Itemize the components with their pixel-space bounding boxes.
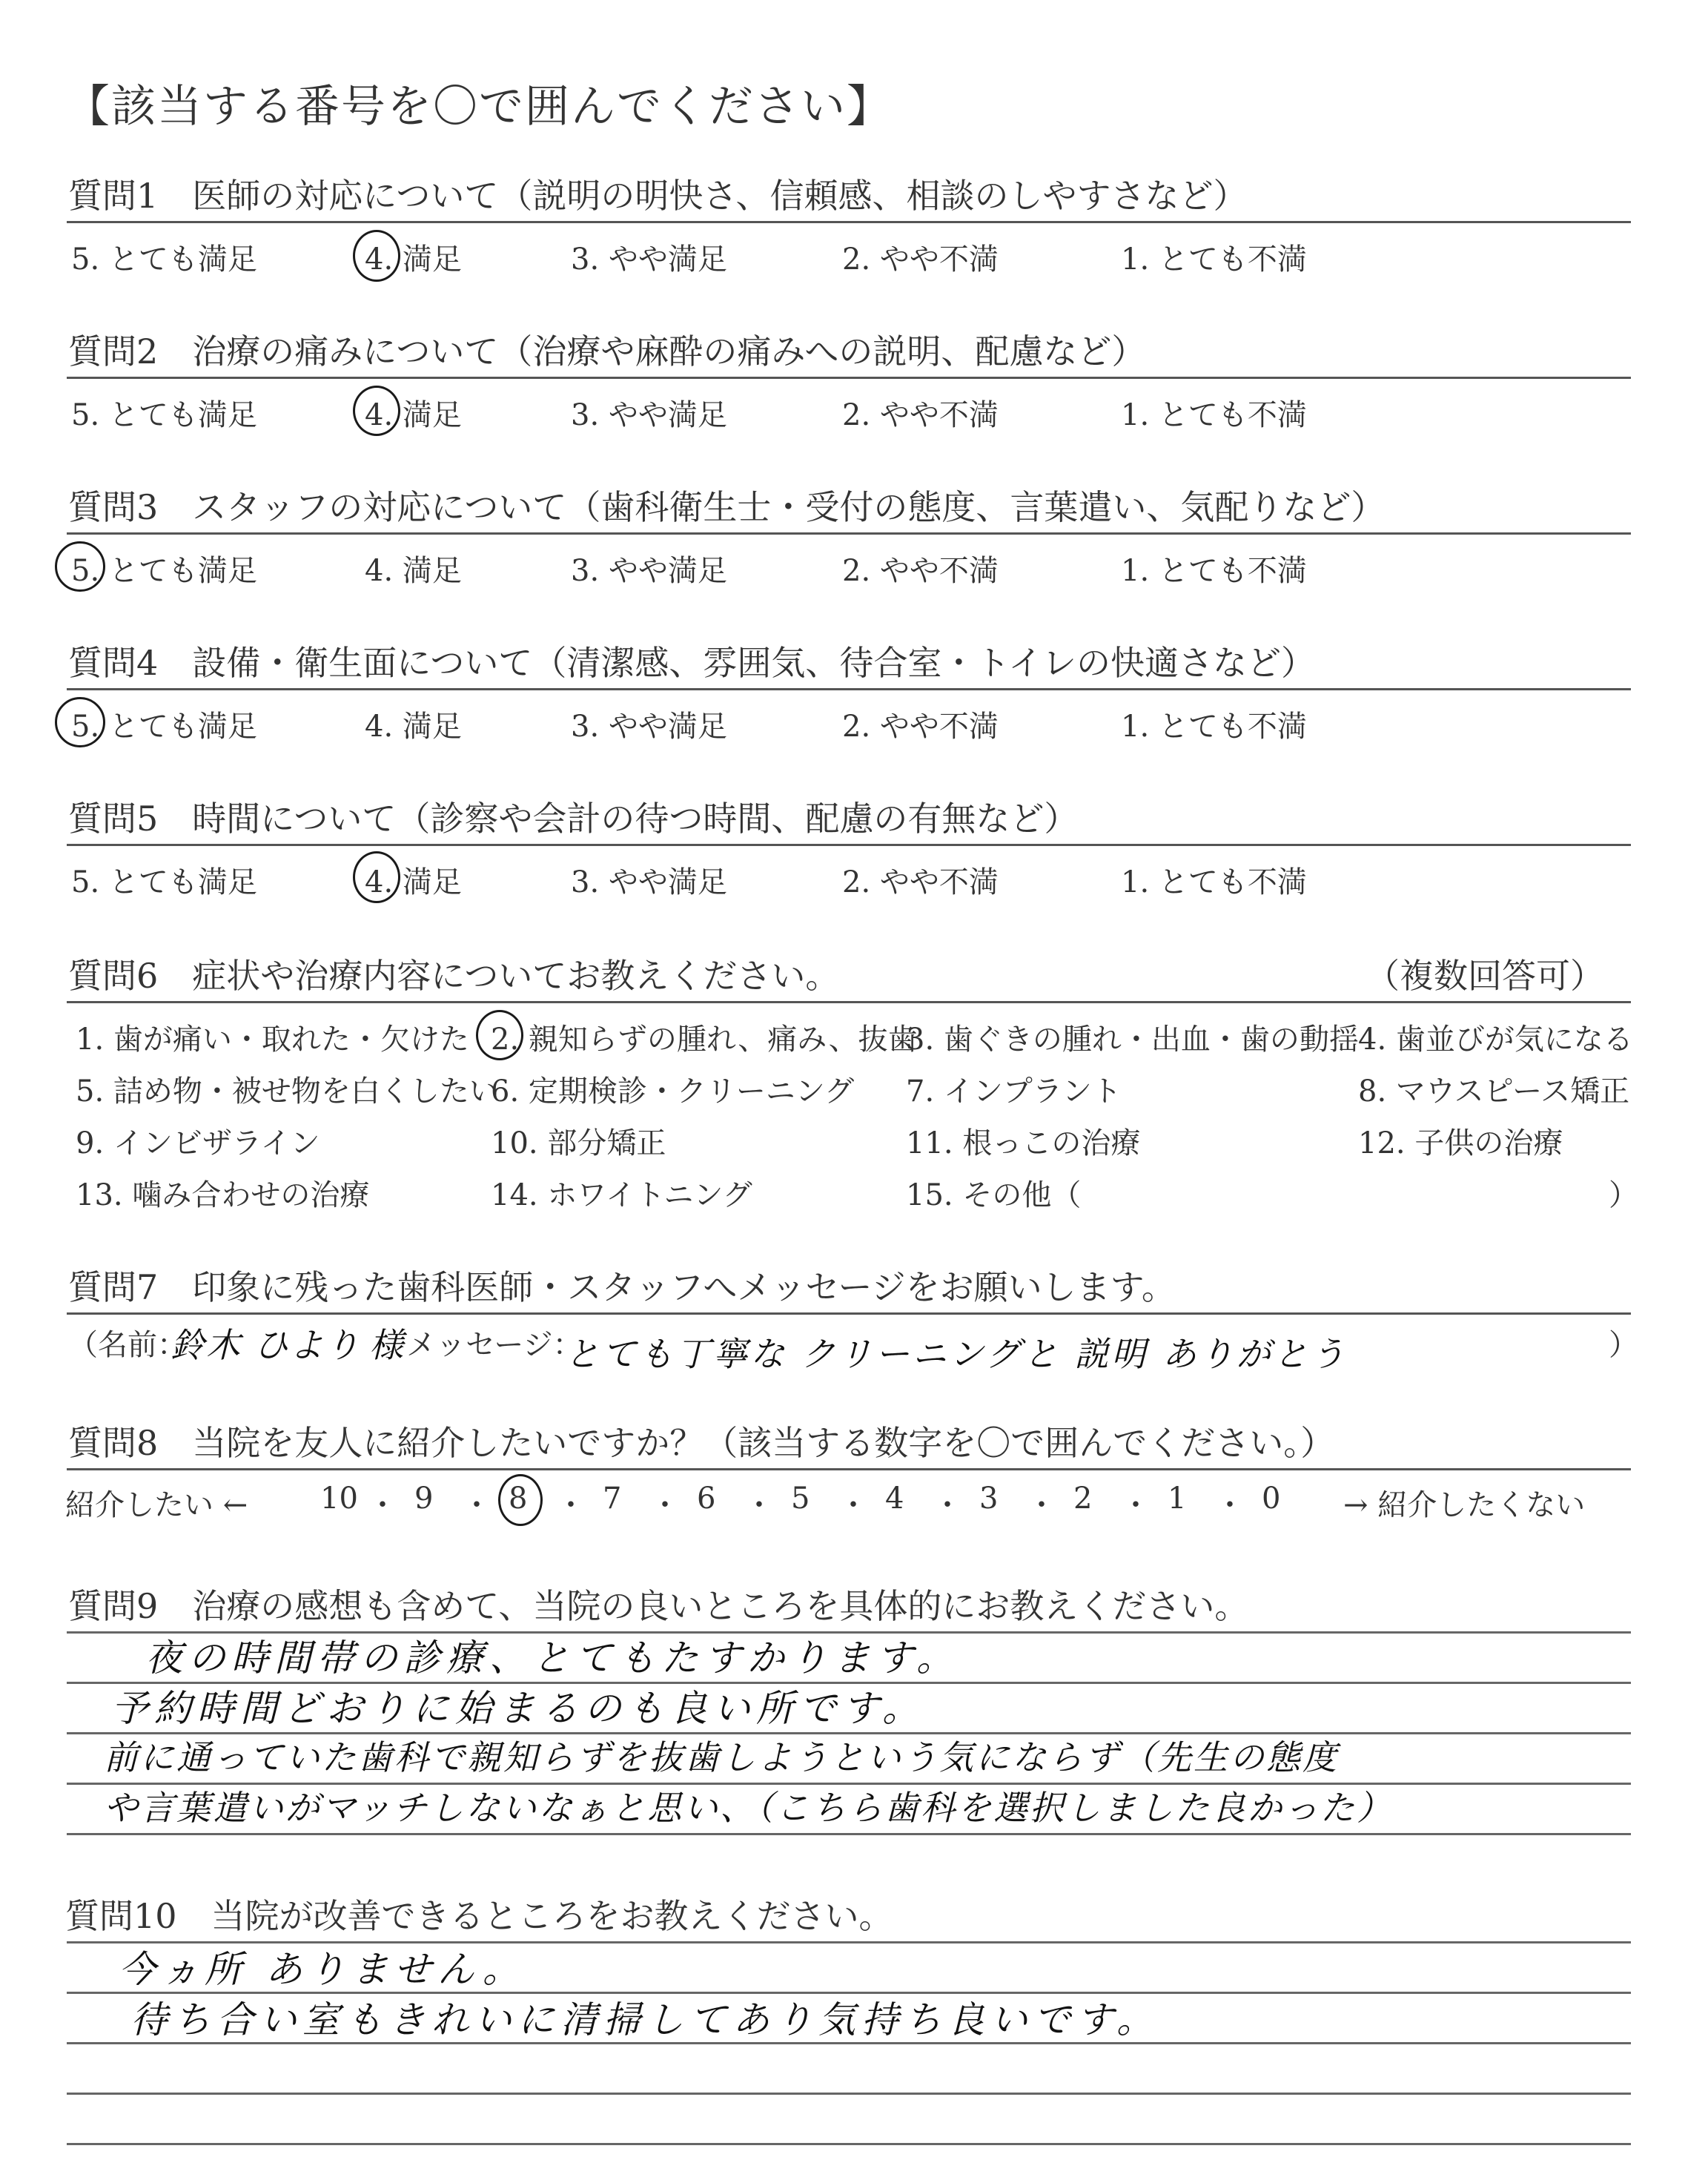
- scale-option-4[interactable]: 4: [885, 1482, 904, 1516]
- question-3-title: 質問3 スタッフの対応について（歯科衛生士・受付の態度、言葉遣い、気配りなど）: [68, 487, 1386, 527]
- q9-answer-line-4[interactable]: や言葉遣いがマッチしないなぁと思い、（こちら歯科を選択しました良かった）: [104, 1788, 1394, 1828]
- q1-option-3[interactable]: 3. やや満足: [571, 242, 727, 277]
- q2-option-5[interactable]: 5. とても満足: [71, 398, 257, 432]
- scale-option-0[interactable]: 0: [1262, 1482, 1281, 1516]
- scale-separator: ・: [933, 1488, 962, 1522]
- q6-item-15[interactable]: 15. その他（: [906, 1178, 1082, 1212]
- scale-option-10[interactable]: 10: [320, 1482, 358, 1516]
- selection-circle: [353, 851, 400, 903]
- q4-option-1[interactable]: 1. とても不満: [1121, 710, 1307, 744]
- q9-answer-line-2[interactable]: 予約時間どおりに始まるのも良い所です。: [111, 1687, 925, 1730]
- question-1-title: 質問1 医師の対応について（説明の明快さ、信頼感、相談のしやすさなど）: [68, 176, 1248, 216]
- question-10-title: 質問10 当院が改善できるところをお教えください。: [65, 1896, 893, 1936]
- q6-item-1[interactable]: 1. 歯が痛い・取れた・欠けた: [76, 1023, 469, 1057]
- divider: [67, 1001, 1631, 1003]
- answer-line: [67, 2093, 1631, 2095]
- q2-option-4[interactable]: 4. 満足: [365, 398, 462, 432]
- q10-answer-line-1[interactable]: 今ヵ所 ありません。: [119, 1948, 526, 1991]
- divider: [67, 1468, 1631, 1470]
- q1-option-1[interactable]: 1. とても不満: [1121, 242, 1307, 277]
- q6-item-2[interactable]: 2. 親知らずの腫れ、痛み、抜歯: [491, 1023, 918, 1057]
- scale-separator: ・: [462, 1488, 491, 1522]
- question-4-title: 質問4 設備・衛生面について（清潔感、雰囲気、待合室・トイレの快適さなど）: [68, 643, 1316, 683]
- q4-option-2[interactable]: 2. やや不満: [842, 710, 999, 744]
- q6-item-11[interactable]: 11. 根っこの治療: [906, 1126, 1141, 1160]
- q3-option-3[interactable]: 3. やや満足: [571, 554, 727, 588]
- q6-item-3[interactable]: 3. 歯ぐきの腫れ・出血・歯の動揺: [906, 1023, 1359, 1057]
- q6-item-5[interactable]: 5. 詰め物・被せ物を白くしたい: [76, 1074, 499, 1109]
- question-8-title: 質問8 当院を友人に紹介したいですか？（該当する数字を〇で囲んでください。）: [68, 1423, 1335, 1463]
- scale-separator: ・: [650, 1488, 680, 1522]
- scale-option-5[interactable]: 5: [791, 1482, 810, 1516]
- q10-answer-line-2[interactable]: 待ち合い室もきれいに清掃してあり気持ち良いです。: [130, 1998, 1159, 2041]
- scale-separator: ・: [368, 1488, 397, 1522]
- message-label: メッセージ：: [406, 1328, 583, 1362]
- q4-option-4[interactable]: 4. 満足: [365, 710, 462, 744]
- scale-option-9[interactable]: 9: [414, 1482, 434, 1516]
- name-suffix: 様: [369, 1325, 409, 1365]
- answer-line: [67, 2143, 1631, 2145]
- name-label: （名前：: [68, 1328, 187, 1362]
- q6-item-13[interactable]: 13. 噛み合わせの治療: [76, 1178, 370, 1212]
- q6-item-15-close: ）: [1609, 1178, 1638, 1212]
- divider: [67, 221, 1631, 223]
- scale-separator: ・: [556, 1488, 586, 1522]
- divider: [67, 844, 1631, 846]
- scale-option-8[interactable]: 8: [509, 1482, 528, 1516]
- scale-separator: ・: [1121, 1488, 1151, 1522]
- q3-option-2[interactable]: 2. やや不満: [842, 554, 999, 588]
- recommend-left-label: 紹介したい ←: [65, 1488, 248, 1522]
- q3-option-1[interactable]: 1. とても不満: [1121, 554, 1307, 588]
- q2-option-2[interactable]: 2. やや不満: [842, 398, 999, 432]
- q6-item-14[interactable]: 14. ホワイトニング: [491, 1178, 752, 1212]
- q6-item-7[interactable]: 7. インプラント: [906, 1074, 1122, 1109]
- answer-line: [67, 1833, 1631, 1835]
- scale-option-1[interactable]: 1: [1168, 1482, 1187, 1516]
- q5-option-5[interactable]: 5. とても満足: [71, 865, 257, 899]
- recommend-right-label: → 紹介したくない: [1343, 1488, 1586, 1522]
- q5-option-1[interactable]: 1. とても不満: [1121, 865, 1307, 899]
- q1-option-4[interactable]: 4. 満足: [365, 242, 462, 277]
- q1-option-2[interactable]: 2. やや不満: [842, 242, 999, 277]
- divider: [67, 377, 1631, 379]
- q9-answer-line-1[interactable]: 夜の時間帯の診療、とてもたすかります。: [145, 1636, 959, 1680]
- scale-option-7[interactable]: 7: [603, 1482, 622, 1516]
- q5-option-2[interactable]: 2. やや不満: [842, 865, 999, 899]
- question-5-title: 質問5 時間について（診察や会計の待つ時間、配慮の有無など）: [68, 799, 1079, 839]
- q5-option-3[interactable]: 3. やや満足: [571, 865, 727, 899]
- selection-circle: [353, 386, 400, 436]
- selection-circle: [55, 541, 105, 592]
- divider: [67, 1312, 1631, 1315]
- q6-item-6[interactable]: 6. 定期検診・クリーニング: [491, 1074, 855, 1109]
- q6-item-10[interactable]: 10. 部分矯正: [491, 1126, 666, 1160]
- selection-circle: [476, 1010, 523, 1060]
- selection-circle: [498, 1474, 543, 1526]
- question-7-title: 質問7 印象に残った歯科医師・スタッフへメッセージをお願いします。: [68, 1267, 1176, 1307]
- q6-item-8[interactable]: 8. マウスピース矯正: [1358, 1074, 1630, 1109]
- message-value[interactable]: とても丁寧な クリーニングと 説明 ありがとう: [565, 1334, 1348, 1374]
- q9-answer-line-3[interactable]: 前に通っていた歯科で親知らずを抜歯しようという気にならず（先生の態度: [104, 1737, 1339, 1777]
- question-6-title: 質問6 症状や治療内容についてお教えください。: [68, 956, 840, 996]
- scale-separator: ・: [838, 1488, 868, 1522]
- q5-option-4[interactable]: 4. 満足: [365, 865, 462, 899]
- scale-option-2[interactable]: 2: [1073, 1482, 1093, 1516]
- scale-separator: ・: [1027, 1488, 1056, 1522]
- q3-option-5[interactable]: 5. とても満足: [71, 554, 257, 588]
- q6-item-9[interactable]: 9. インビザライン: [76, 1126, 320, 1160]
- q6-item-4[interactable]: 4. 歯並びが気になる: [1358, 1023, 1633, 1057]
- question-2-title: 質問2 治療の痛みについて（治療や麻酔の痛みへの説明、配慮など）: [68, 331, 1146, 371]
- q1-option-5[interactable]: 5. とても満足: [71, 242, 257, 277]
- q3-option-4[interactable]: 4. 満足: [365, 554, 462, 588]
- q4-option-5[interactable]: 5. とても満足: [71, 710, 257, 744]
- selection-circle: [353, 230, 400, 282]
- q6-item-12[interactable]: 12. 子供の治療: [1358, 1126, 1563, 1160]
- question-9-title: 質問9 治療の感想も含めて、当院の良いところを具体的にお教えください。: [68, 1586, 1249, 1626]
- selection-circle: [55, 697, 105, 747]
- scale-separator: ・: [744, 1488, 774, 1522]
- scale-option-6[interactable]: 6: [697, 1482, 716, 1516]
- q4-option-3[interactable]: 3. やや満足: [571, 710, 727, 744]
- q2-option-3[interactable]: 3. やや満足: [571, 398, 727, 432]
- form-title: 【該当する番号を〇で囲んでください】: [65, 81, 893, 133]
- multiple-answers-note: （複数回答可）: [1366, 956, 1604, 996]
- divider: [67, 688, 1631, 690]
- divider: [67, 532, 1631, 535]
- message-close: ）: [1609, 1328, 1638, 1362]
- q2-option-1[interactable]: 1. とても不満: [1121, 398, 1307, 432]
- scale-separator: ・: [1215, 1488, 1245, 1522]
- scale-option-3[interactable]: 3: [979, 1482, 999, 1516]
- name-value[interactable]: 鈴木 ひより: [171, 1325, 361, 1365]
